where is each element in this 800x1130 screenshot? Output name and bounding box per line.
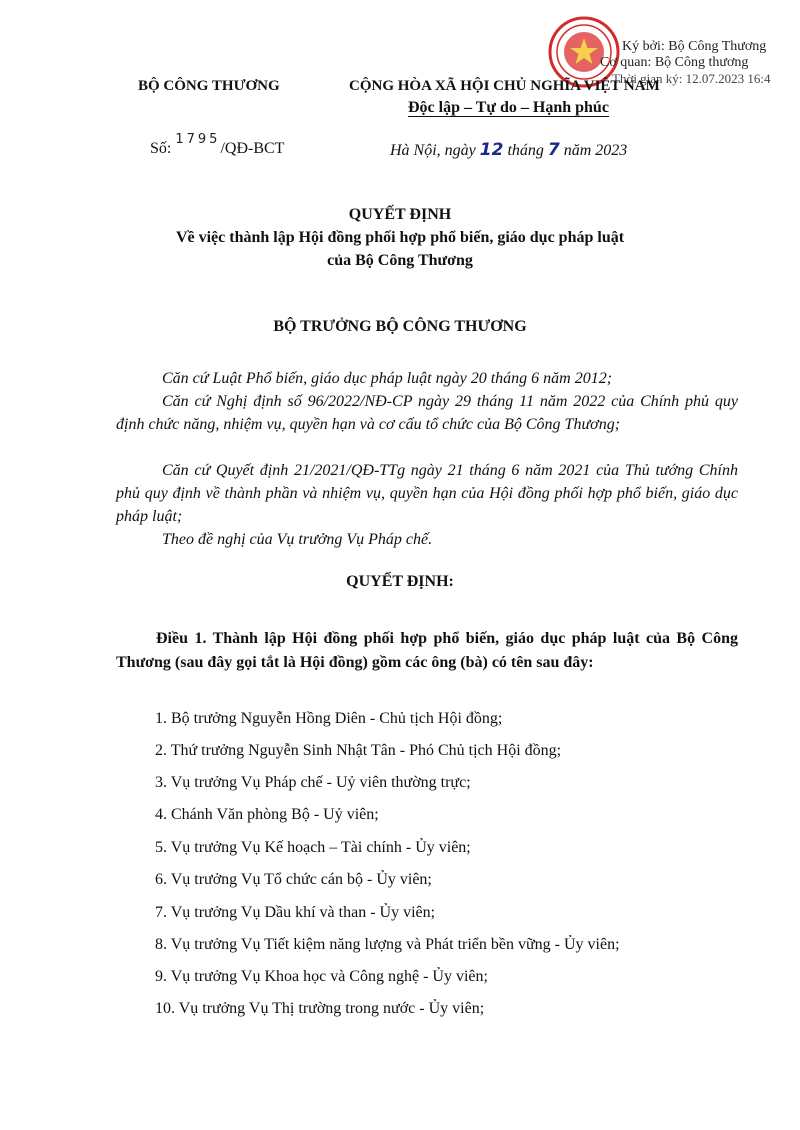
motto-wrapper <box>408 99 609 117</box>
decision-heading: QUYẾT ĐỊNH: <box>346 573 454 590</box>
member-item: 6. Vụ trưởng Vụ Tổ chức cán bộ - Ủy viên; <box>155 871 432 888</box>
member-item: 9. Vụ trưởng Vụ Khoa học và Công nghệ - Ủy viên; <box>155 968 488 985</box>
signature-agency: Cơ quan: Bộ Công thương <box>600 55 749 70</box>
handwritten-month: 7 <box>547 140 560 160</box>
preamble-4: Theo đề nghị của Vụ trưởng Vụ Pháp chế. <box>162 531 433 548</box>
nation-name: CỘNG HÒA XÃ HỘI CHỦ NGHĨA VIỆT NAM <box>349 78 660 94</box>
number-suffix: /QĐ-BCT <box>220 140 285 157</box>
document-number <box>150 132 285 158</box>
preamble-1: Căn cứ Luật Phổ biến, giáo dục pháp luật ngày 20 tháng 6 năm 2012; <box>162 370 613 387</box>
member-item: 2. Thứ trưởng Nguyễn Sinh Nhật Tân - Phó Chủ tịch Hội đồng; <box>155 742 562 759</box>
month-label: tháng <box>507 142 544 159</box>
subject-line-1: Về việc thành lập Hội đồng phối hợp phổ biến, giáo dục pháp luật <box>175 229 625 246</box>
member-item: 10. Vụ trưởng Vụ Thị trường trong nước - Ủy viên; <box>155 1000 485 1017</box>
member-item: 5. Vụ trưởng Vụ Kế hoạch – Tài chính - Ủy viên; <box>155 839 471 856</box>
preamble-2: Căn cứ Nghị định số 96/2022/NĐ-CP ngày 29 tháng 11 năm 2022 của Chính phủ quy định chức năng, nhiệm vụ, quyền hạn và cơ cấu tổ chức của Bộ Công Thương; <box>116 393 738 433</box>
issuing-authority: BỘ TRƯỞNG BỘ CÔNG THƯƠNG <box>273 318 527 335</box>
motto: Độc lập – Tự do – Hạnh phúc <box>408 99 609 116</box>
document-type: QUYẾT ĐỊNH <box>348 206 452 223</box>
member-item: 7. Vụ trưởng Vụ Dầu khí và than - Ủy viên; <box>155 904 436 921</box>
ministry-name: BỘ CÔNG THƯƠNG <box>138 78 280 94</box>
article-1: Điều 1. Thành lập Hội đồng phối hợp phổ biến, giáo dục pháp luật của Bộ Công Thương (sau đây gọi tắt là Hội đồng) gồm các ông (bà) có tên sau đây: <box>116 630 738 671</box>
year-text: năm 2023 <box>563 142 628 159</box>
preamble-3: Căn cứ Quyết định 21/2021/QĐ-TTg ngày 21 tháng 6 năm 2021 của Thủ tướng Chính phủ quy định về thành phần và nhiệm vụ, quyền hạn của Hội đồng phối hợp phổ biến, giáo dục pháp luật; <box>116 462 738 525</box>
member-item: 8. Vụ trưởng Vụ Tiết kiệm năng lượng và Phát triển bền vững - Ủy viên; <box>155 936 620 953</box>
number-prefix: Số: <box>150 140 172 157</box>
member-item: 3. Vụ trưởng Vụ Pháp chế - Uỷ viên thường trực; <box>155 774 471 791</box>
member-item: 4. Chánh Văn phòng Bộ - Uỷ viên; <box>155 806 379 823</box>
signature-signed-by: Ký bởi: Bộ Công Thương <box>622 39 767 54</box>
place-date-prefix: Hà Nội, ngày <box>390 142 476 159</box>
signature-time: Thời gian ký: 12.07.2023 16:4 <box>612 71 771 86</box>
subject-line-2: của Bộ Công Thương <box>327 252 473 269</box>
handwritten-day: 12 <box>479 140 504 160</box>
member-item: 1. Bộ trưởng Nguyễn Hồng Diên - Chủ tịch Hội đồng; <box>155 710 503 727</box>
handwritten-number: 1795 <box>175 132 221 147</box>
place-date <box>390 140 627 160</box>
